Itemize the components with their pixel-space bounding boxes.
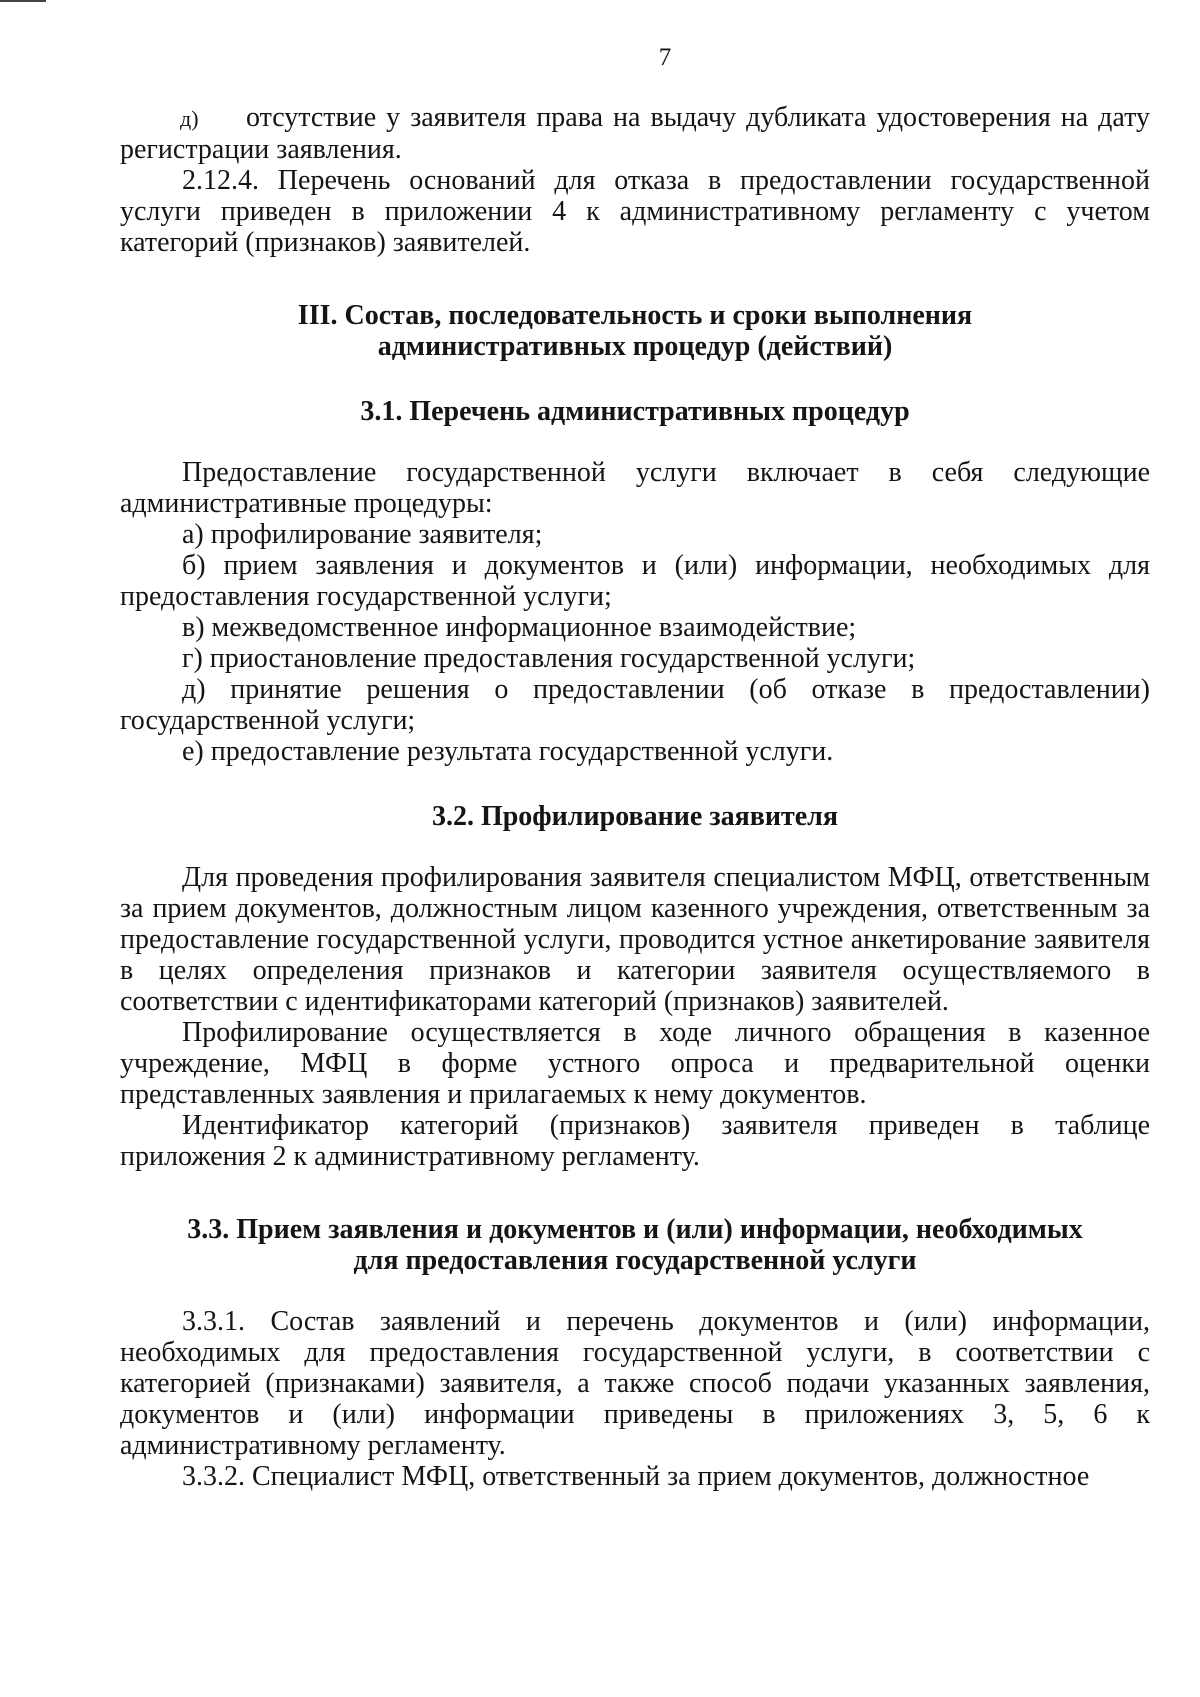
section-3-3-heading-line-2: для предоставления государственной услуги (353, 1245, 917, 1276)
procedure-item-b: б) прием заявления и документов и (или) информации, необходимых для предоставления государственной услуги; (120, 550, 1150, 612)
section-3-heading-line-1: III. Состав, последовательность и сроки выполнения (297, 300, 973, 331)
paragraph-2-12-4: 2.12.4. Перечень оснований для отказа в предоставлении государственной услуги приведен в приложении 4 к административному регламенту с учетом категорий (признаков) заявителей. (120, 165, 1150, 258)
document-page (120, 44, 1150, 1492)
procedure-item-a: а) профилирование заявителя; (182, 519, 543, 550)
procedure-item-g: г) приостановление предоставления государственной услуги; (182, 643, 916, 674)
section-3-2-heading: 3.2. Профилирование заявителя (431, 801, 839, 832)
scan-corner-mark (0, 0, 46, 2)
section-3-3-heading (120, 1214, 1150, 1276)
procedure-item-e: е) предоставление результата государственной услуги. (182, 736, 834, 767)
section-3-1-heading: 3.1. Перечень административных процедур (360, 396, 910, 427)
section-3-heading-line-2: административных процедур (действий) (377, 331, 893, 362)
paragraph-3-3-2: 3.3.2. Специалист МФЦ, ответственный за прием документов, должностное (182, 1461, 1090, 1492)
section-3-2-paragraph: Для проведения профилирования заявителя специалистом МФЦ, ответственным за прием документов, должностным лицом казенного учреждения, ответственным за предоставление государственной услуги, проводится устное анкетирование заявителя в целях определения признаков и категории заявителя осуществляемого в соответствии с идентификаторами категорий (признаков) заявителей. (120, 862, 1150, 1017)
section-3-heading (120, 300, 1150, 362)
list-item-text: отсутствие у заявителя права на выдачу дубликата удостоверения на дату регистрации заявления. (120, 102, 1150, 165)
page-number: 7 (658, 44, 672, 71)
procedure-item-v: в) межведомственное информационное взаимодействие; (182, 612, 857, 643)
list-marker: д) (180, 106, 199, 131)
paragraph-3-3-1: 3.3.1. Состав заявлений и перечень документов и (или) информации, необходимых для предоставления государственной услуги, в соответствии с категорией (признаками) заявителя, а также способ подачи указанных заявления, документов и (или) информации приведены в приложениях 3, 5, 6 к административному регламенту. (120, 1306, 1150, 1461)
list-item-d (120, 102, 1150, 165)
section-3-2-paragraph: Профилирование осуществляется в ходе личного обращения в казенное учреждение, МФЦ в форме устного опроса и предварительной оценки представленных заявления и прилагаемых к нему документов. (120, 1017, 1150, 1110)
procedure-item-d: д) принятие решения о предоставлении (об отказе в предоставлении) государственной услуги; (120, 674, 1150, 736)
section-3-2-paragraph: Идентификатор категорий (признаков) заявителя приведен в таблице приложения 2 к административному регламенту. (120, 1110, 1150, 1172)
section-3-3-heading-line-1: 3.3. Прием заявления и документов и (или) информации, необходимых (187, 1214, 1083, 1245)
section-3-1-intro: Предоставление государственной услуги включает в себя следующие административные процедуры: (120, 457, 1150, 519)
